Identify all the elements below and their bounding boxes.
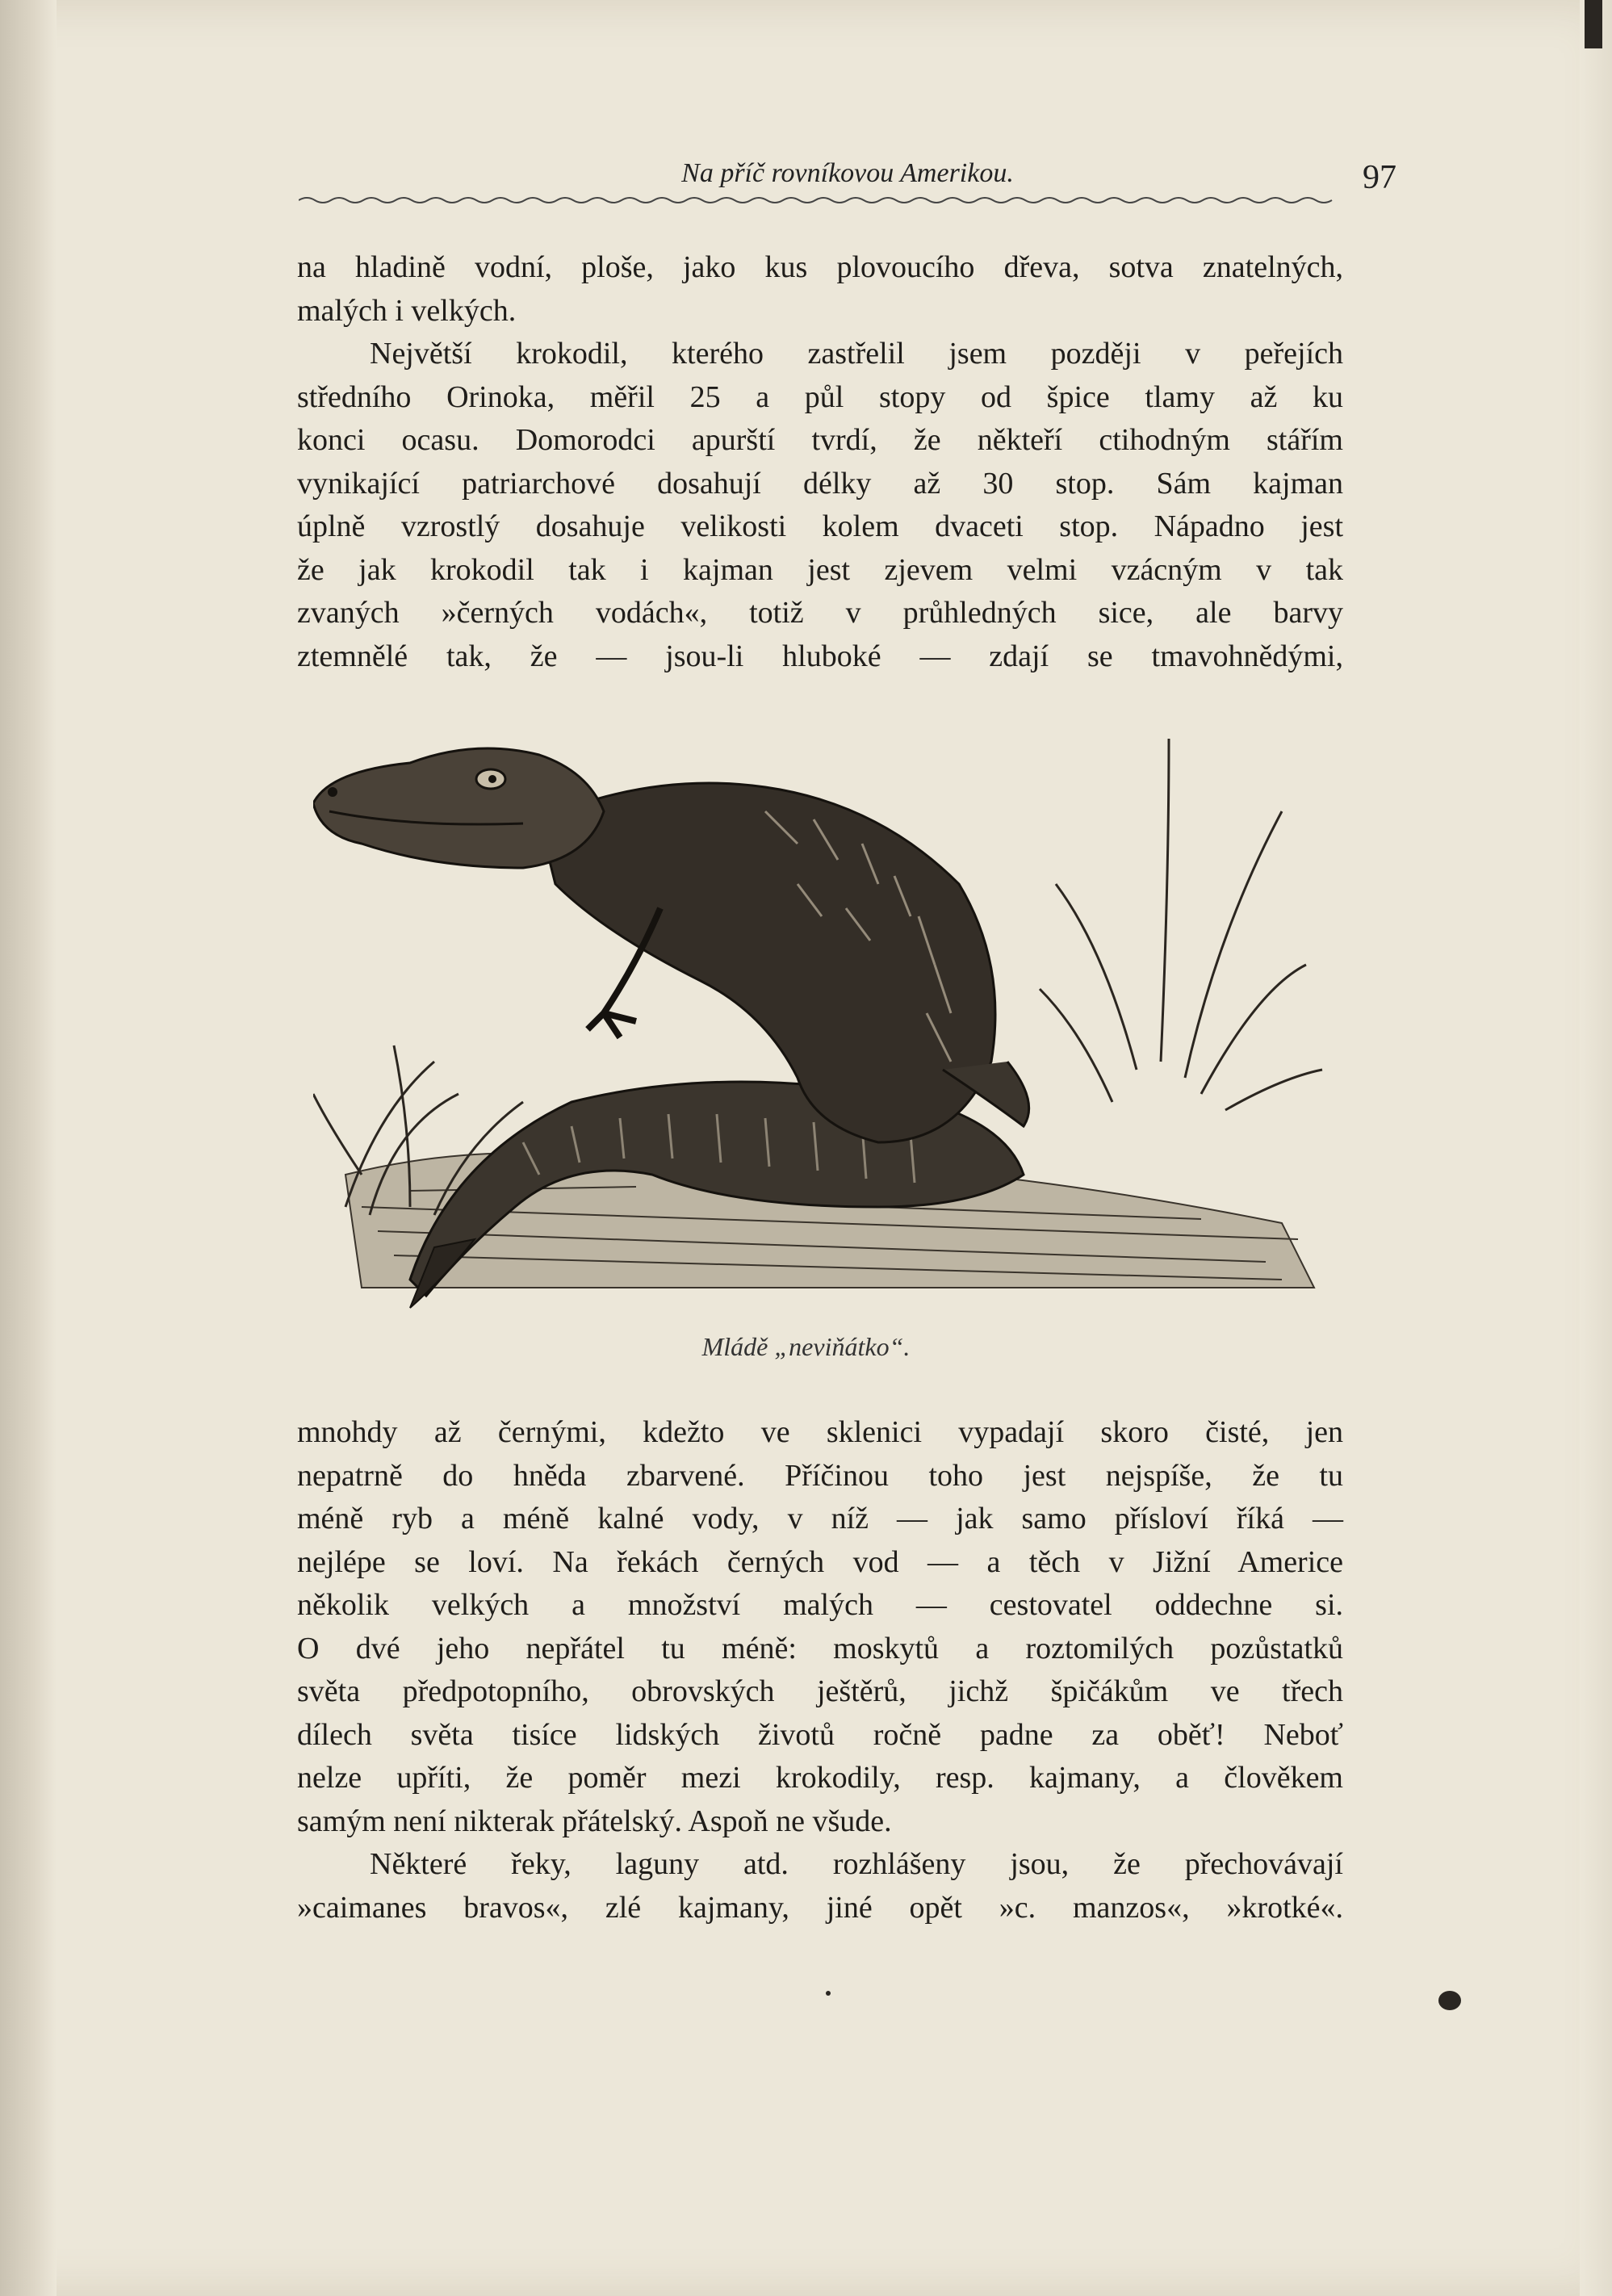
- text-line: »caimanes bravos«, zlé kajmany, jiné opět »c. manzos«, »krotké«.: [297, 1890, 1343, 1925]
- text-line: že jak krokodil tak i kajman jest zjevem velmi vzácným v tak: [297, 552, 1343, 587]
- text-line: méně ryb a méně kalné vody, v níž — jak samo přísloví říká —: [297, 1502, 1343, 1536]
- text-line: Největší krokodil, kterého zastřelil jsem později v peřejích: [370, 337, 1343, 371]
- wavy-header-rule: [299, 194, 1340, 207]
- text-line: dílech světa tisíce lidských životů ročně padne za oběť! Neboť: [297, 1717, 1343, 1752]
- text-line: konci ocasu. Domorodci apurští tvrdí, že někteří ctihodným stářím: [297, 423, 1343, 457]
- running-title: Na příč rovníkovou Amerikou.: [681, 158, 1014, 188]
- text-line: světa předpotopního, obrovských ještěrů, jichž špičákům ve třech: [297, 1674, 1343, 1708]
- text-line: středního Orinoka, měřil 25 a půl stopy od špice tlamy až ku: [297, 379, 1343, 414]
- text-line: ztemnělé tak, že — jsou-li hluboké — zdají se tmavohnědými,: [297, 639, 1343, 673]
- text-line: úplně vzrostlý dosahuje velikosti kolem dvaceti stop. Nápadno jest: [297, 509, 1343, 543]
- figure-caption: Mládě „neviňátko“.: [701, 1332, 911, 1361]
- text-line: několik velkých a množství malých — cestovatel oddechne si.: [297, 1588, 1343, 1622]
- text-line: Některé řeky, laguny atd. rozhlášeny jsou, že přechovávají: [370, 1847, 1343, 1881]
- text-line: nepatrně do hněda zbarvené. Příčinou toho jest nejspíše, že tu: [297, 1458, 1343, 1493]
- body-text-bottom: [297, 1411, 1343, 1929]
- text-line: malých i velkých.: [297, 293, 517, 328]
- text-line: mnohdy až černými, kdežto ve sklenici vypadají skoro čisté, jen: [297, 1415, 1343, 1449]
- page-edge: [1580, 0, 1612, 2296]
- page-spine-shadow: [0, 0, 57, 2296]
- text-line: O dvé jeho nepřátel tu méně: moskytů a roztomilých pozůstatků: [297, 1631, 1343, 1665]
- body-text-top: [297, 246, 1343, 678]
- text-line: zvaných »černých vodách«, totiž v průhledných sice, ale barvy: [297, 596, 1343, 630]
- caiman-illustration: [313, 723, 1340, 1312]
- page-number: 97: [1363, 159, 1396, 196]
- text-line: nelze upříti, že poměr mezi krokodily, resp. kajmany, a člověkem: [297, 1761, 1343, 1795]
- ink-speck: [826, 1991, 831, 1996]
- text-line: nejlépe se loví. Na řekách černých vod — a těch v Jižní Americe: [297, 1544, 1343, 1579]
- corner-tab-mark: [1585, 0, 1602, 48]
- ink-stain: [1438, 1991, 1461, 2010]
- text-line: na hladině vodní, ploše, jako kus plovoucího dřeva, sotva znatelných,: [297, 250, 1343, 284]
- text-line: vynikající patriarchové dosahují délky až 30 stop. Sám kajman: [297, 466, 1343, 501]
- text-line: samým není nikterak přátelský. Aspoň ne všude.: [297, 1804, 892, 1838]
- running-head: [299, 147, 1396, 195]
